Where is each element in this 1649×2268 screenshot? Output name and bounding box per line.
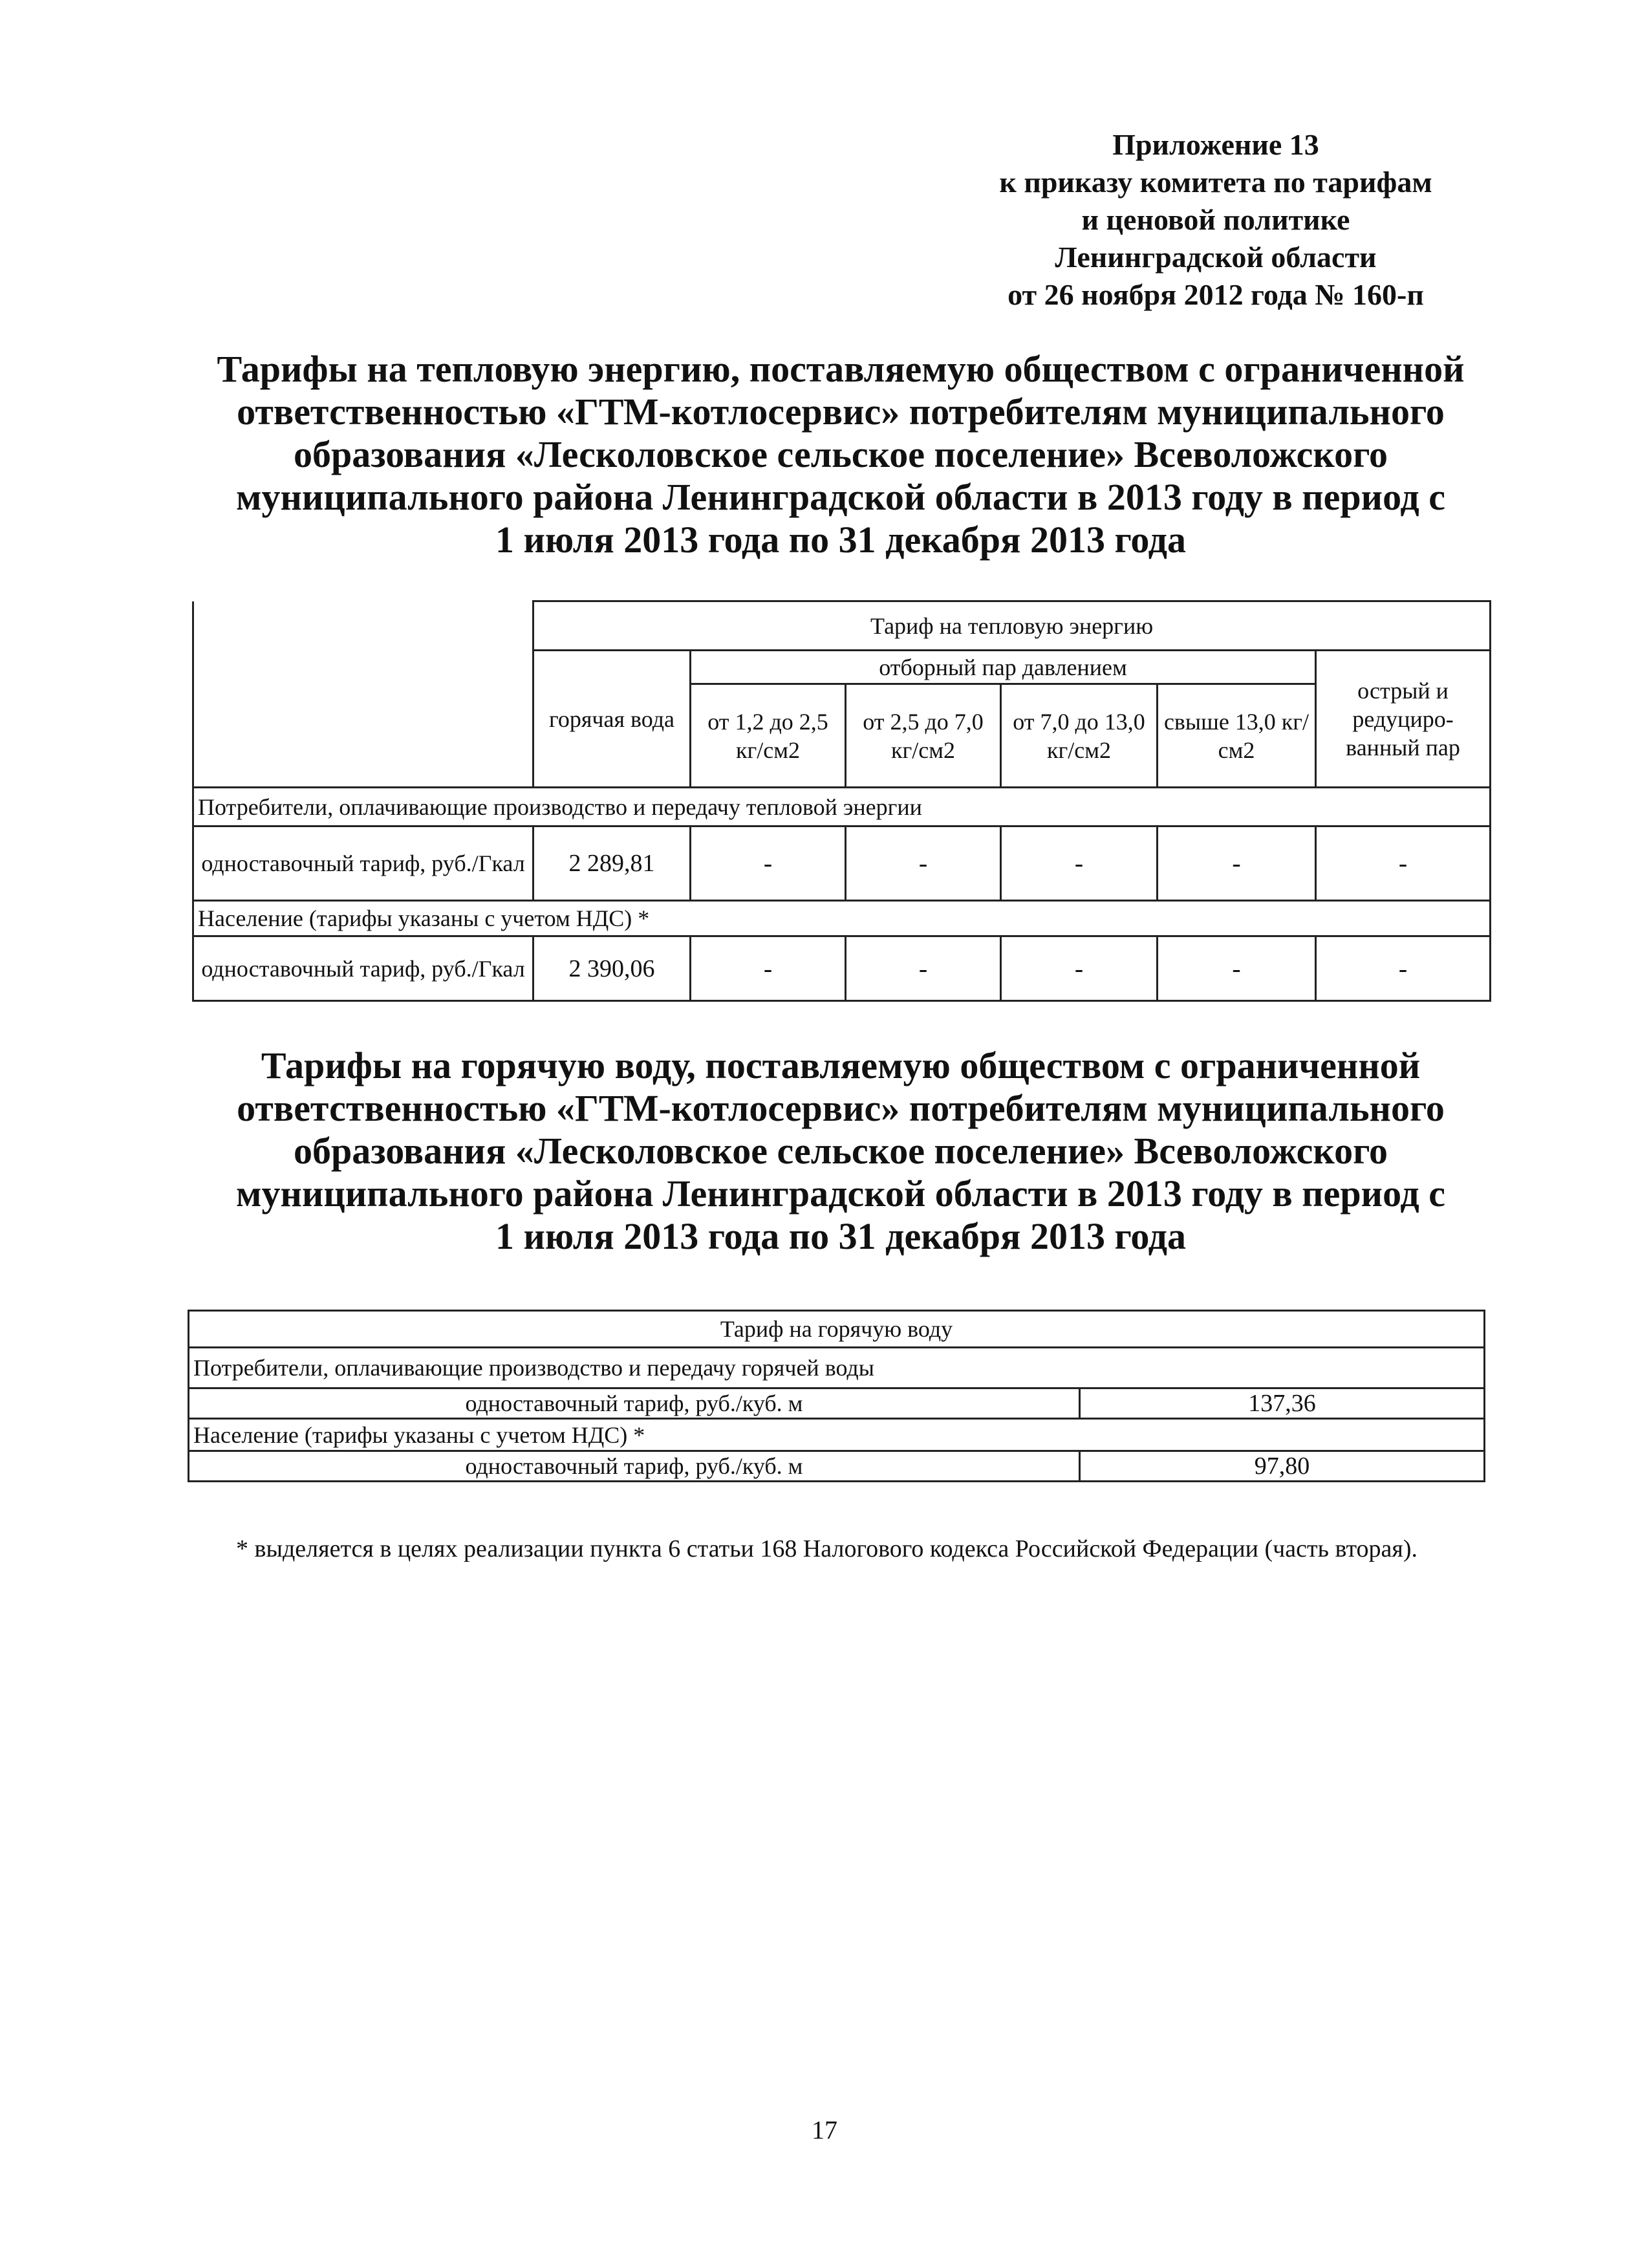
value-cell: - bbox=[691, 826, 846, 901]
row-label: одноставочный тариф, руб./куб. м bbox=[189, 1388, 1080, 1419]
value-cell: - bbox=[1316, 936, 1491, 1001]
value-cell: - bbox=[846, 936, 1001, 1001]
value-cell: - bbox=[1158, 826, 1316, 901]
column-header-pressure-2: от 2,5 до 7,0 кг/см2 bbox=[846, 684, 1001, 788]
value-cell: 137,36 bbox=[1080, 1388, 1485, 1419]
column-header-pressure-1: от 1,2 до 2,5 кг/см2 bbox=[691, 684, 846, 788]
value-cell: - bbox=[1316, 826, 1491, 901]
section-population: Население (тарифы указаны с учетом НДС) * bbox=[193, 901, 1491, 936]
column-header-pressure-3: от 7,0 до 13,0 кг/см2 bbox=[1001, 684, 1158, 788]
column-header-hot-water: горячая вода bbox=[534, 651, 691, 788]
row-label: одноставочный тариф, руб./Гкал bbox=[193, 936, 534, 1001]
title-line: муниципального района Ленинградской области в 2013 году в период с bbox=[236, 1172, 1445, 1215]
empty-corner-cell bbox=[193, 601, 534, 788]
section-consumers: Потребители, оплачивающие производство и передачу горячей воды bbox=[189, 1348, 1485, 1388]
value-cell: - bbox=[846, 826, 1001, 901]
table-header-main: Тариф на горячую воду bbox=[189, 1311, 1485, 1348]
value-cell: - bbox=[1158, 936, 1316, 1001]
value-cell: - bbox=[1001, 936, 1158, 1001]
section-population: Население (тарифы указаны с учетом НДС) * bbox=[189, 1419, 1485, 1451]
table-header-main: Тариф на тепловую энергию bbox=[534, 601, 1491, 651]
row-label: одноставочный тариф, руб./куб. м bbox=[189, 1451, 1080, 1482]
appendix-line: и ценовой политике bbox=[1081, 203, 1350, 236]
title-line: образования «Лесколовское сельское поселение» Всеволожского bbox=[294, 433, 1388, 475]
appendix-line: к приказу комитета по тарифам bbox=[999, 166, 1432, 199]
page-number: 17 bbox=[812, 2115, 837, 2144]
column-header-pressure-4: свыше 13,0 кг/см2 bbox=[1158, 684, 1316, 788]
appendix-line: от 26 ноября 2012 года № 160-п bbox=[1008, 278, 1424, 311]
title-line: ответственностью «ГТМ-котлосервис» потребителям муниципального bbox=[237, 391, 1445, 433]
appendix-header bbox=[892, 126, 1539, 314]
heat-tariff-table bbox=[192, 600, 1491, 1002]
title-line: 1 июля 2013 года по 31 декабря 2013 года bbox=[495, 1215, 1186, 1257]
title-line: муниципального района Ленинградской области в 2013 году в период с bbox=[236, 476, 1445, 518]
title-line: образования «Лесколовское сельское поселение» Всеволожского bbox=[294, 1130, 1388, 1172]
value-cell: - bbox=[1001, 826, 1158, 901]
hot-water-tariff-table bbox=[188, 1310, 1485, 1482]
appendix-line: Приложение 13 bbox=[1112, 128, 1319, 161]
title-line: Тарифы на горячую воду, поставляемую обществом с ограниченной bbox=[261, 1044, 1421, 1086]
appendix-line: Ленинградской области bbox=[1055, 241, 1377, 274]
title-line: Тарифы на тепловую энергию, поставляемую обществом с ограниченной bbox=[217, 348, 1465, 390]
section-consumers: Потребители, оплачивающие производство и передачу тепловой энергии bbox=[193, 788, 1491, 826]
value-cell: 2 390,06 bbox=[534, 936, 691, 1001]
row-label: одноставочный тариф, руб./Гкал bbox=[193, 826, 534, 901]
title-line: ответственностью «ГТМ-котлосервис» потребителям муниципального bbox=[237, 1087, 1445, 1129]
footnote: * выделяется в целях реализации пункта 6 статьи 168 Налогового кодекса Российской Федерации (часть вторая). bbox=[236, 1535, 1418, 1562]
column-header-sharp-steam: острый и редуциро-ванный пар bbox=[1316, 651, 1491, 788]
heat-tariff-title bbox=[162, 348, 1520, 561]
value-cell: 2 289,81 bbox=[534, 826, 691, 901]
value-cell: - bbox=[691, 936, 846, 1001]
value-cell: 97,80 bbox=[1080, 1451, 1485, 1482]
title-line: 1 июля 2013 года по 31 декабря 2013 года bbox=[495, 519, 1186, 561]
hot-water-tariff-title bbox=[162, 1044, 1520, 1258]
column-header-steam: отборный пар давлением bbox=[691, 651, 1316, 684]
